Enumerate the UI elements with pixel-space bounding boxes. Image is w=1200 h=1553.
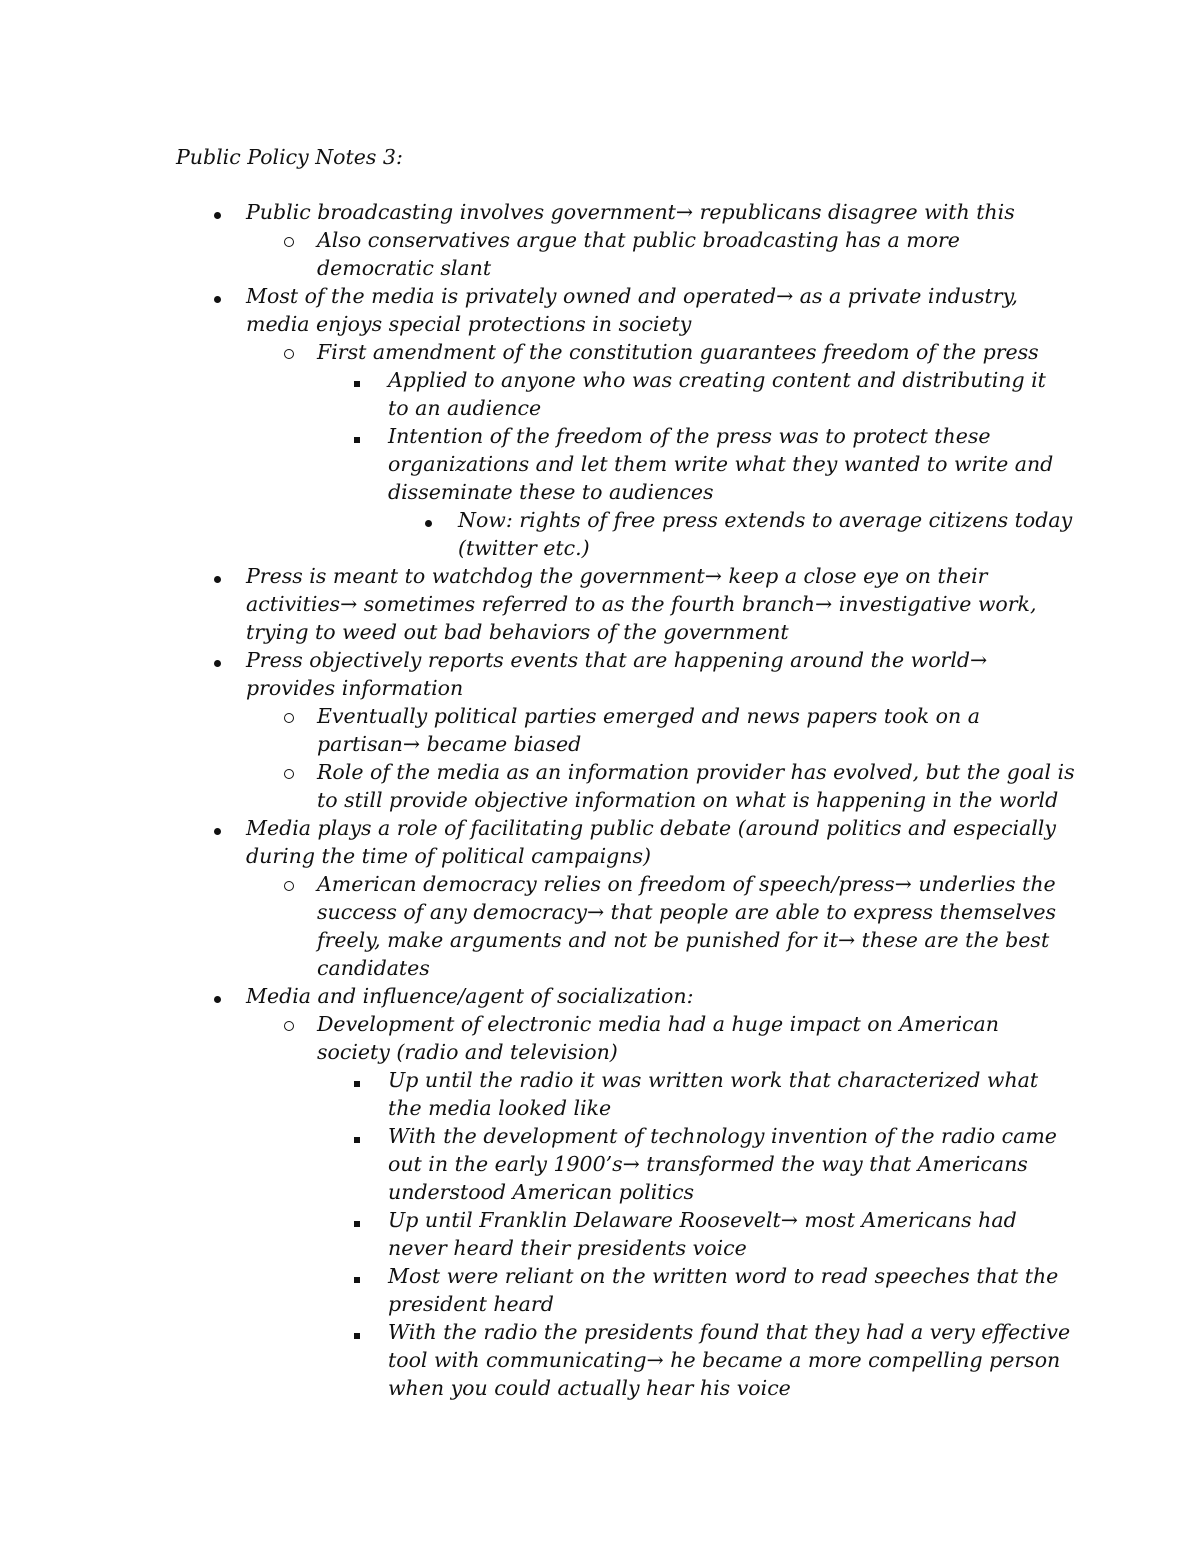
- hollow-circle-bullet-icon: [284, 226, 294, 254]
- list-item-text-line: activities→ sometimes referred to as the fourth branch→ investigative work,: [246, 592, 1037, 616]
- hollow-circle-bullet-icon: [284, 338, 294, 366]
- list-item: [317, 758, 1200, 814]
- list-item: [388, 1262, 1200, 1318]
- list-item-text-line: candidates: [317, 956, 430, 980]
- square-bullet-icon: [354, 1262, 360, 1290]
- list-item-text-line: success of any democracy→ that people are able to express themselves: [317, 900, 1057, 924]
- filled-circle-bullet-icon: [214, 982, 221, 1010]
- filled-circle-bullet-icon: [214, 814, 221, 842]
- filled-circle-bullet-icon: [214, 282, 221, 310]
- list-item-text-line: never heard their presidents voice: [388, 1236, 747, 1260]
- list-item: [317, 338, 1200, 366]
- square-bullet-icon: [354, 422, 360, 450]
- list-item-text-line: disseminate these to audiences: [388, 480, 714, 504]
- list-item: [246, 646, 1200, 702]
- filled-circle-bullet-icon: [214, 562, 221, 590]
- list-item-text-line: out in the early 1900’s→ transformed the way that Americans: [388, 1152, 1028, 1176]
- list-item-text-line: Up until the radio it was written work that characterized what: [388, 1068, 1039, 1092]
- list-item: [246, 982, 1200, 1010]
- list-item: [317, 226, 1200, 282]
- list-item-text-line: With the radio the presidents found that they had a very effective: [388, 1320, 1071, 1344]
- list-item: [246, 198, 1200, 226]
- list-item-text-line: society (radio and television): [317, 1040, 618, 1064]
- hollow-circle-bullet-icon: [284, 1010, 294, 1038]
- list-item-text-line: Eventually political parties emerged and news papers took on a: [317, 704, 980, 728]
- hollow-circle-bullet-icon: [284, 870, 294, 898]
- list-item: [246, 562, 1200, 646]
- list-item-text-line: trying to weed out bad behaviors of the government: [246, 620, 789, 644]
- list-item-text-line: Up until Franklin Delaware Roosevelt→ most Americans had: [388, 1208, 1017, 1232]
- list-item-text-line: freely, make arguments and not be punished for it→ these are the best: [317, 928, 1050, 952]
- square-bullet-icon: [354, 1206, 360, 1234]
- list-item: [317, 1010, 1200, 1066]
- list-item-text-line: to an audience: [388, 396, 542, 420]
- square-bullet-icon: [354, 1318, 360, 1346]
- list-item-text-line: Intention of the freedom of the press was to protect these: [388, 424, 991, 448]
- square-bullet-icon: [354, 1066, 360, 1094]
- hollow-circle-bullet-icon: [284, 702, 294, 730]
- list-item-text-line: American democracy relies on freedom of speech/press→ underlies the: [317, 872, 1056, 896]
- list-item-text-line: Public broadcasting involves government→ republicans disagree with this: [246, 200, 1015, 224]
- list-item-text-line: president heard: [388, 1292, 554, 1316]
- list-item-text-line: Media and influence/agent of socialization:: [246, 984, 694, 1008]
- list-item-text-line: First amendment of the constitution guarantees freedom of the press: [317, 340, 1039, 364]
- list-item: [388, 1122, 1200, 1206]
- filled-circle-bullet-icon: [425, 506, 432, 534]
- list-item-text-line: Applied to anyone who was creating content and distributing it: [388, 368, 1046, 392]
- list-item-text-line: Role of the media as an information provider has evolved, but the goal is: [317, 760, 1075, 784]
- list-item-text-line: Press is meant to watchdog the government→ keep a close eye on their: [246, 564, 988, 588]
- list-item: [317, 702, 1200, 758]
- hollow-circle-bullet-icon: [284, 758, 294, 786]
- filled-circle-bullet-icon: [214, 646, 221, 674]
- list-item-text-line: understood American politics: [388, 1180, 695, 1204]
- filled-circle-bullet-icon: [214, 198, 221, 226]
- list-item-text-line: media enjoys special protections in society: [246, 312, 692, 336]
- list-item: [246, 282, 1200, 338]
- list-item: [317, 870, 1200, 982]
- list-item-text-line: Also conservatives argue that public broadcasting has a more: [317, 228, 960, 252]
- list-item-text-line: partisan→ became biased: [317, 732, 582, 756]
- list-item: [388, 422, 1200, 506]
- list-item-text-line: when you could actually hear his voice: [388, 1376, 791, 1400]
- list-item-text-line: Development of electronic media had a huge impact on American: [317, 1012, 999, 1036]
- list-item-text-line: Most of the media is privately owned and operated→ as a private industry,: [246, 284, 1018, 308]
- square-bullet-icon: [354, 1122, 360, 1150]
- list-item-text-line: during the time of political campaigns): [246, 844, 651, 868]
- list-item-text-line: provides information: [246, 676, 464, 700]
- list-item-text-line: Now: rights of free press extends to average citizens today: [458, 508, 1073, 532]
- list-item-text-line: democratic slant: [317, 256, 492, 280]
- list-item-text-line: With the development of technology invention of the radio came: [388, 1124, 1057, 1148]
- list-item-text-line: organizations and let them write what they wanted to write and: [388, 452, 1054, 476]
- notes-list: [0, 198, 1200, 1402]
- list-item: [246, 814, 1200, 870]
- list-item-text-line: (twitter etc.): [458, 536, 590, 560]
- list-item-text-line: tool with communicating→ he became a more compelling person: [388, 1348, 1061, 1372]
- square-bullet-icon: [354, 366, 360, 394]
- list-item: [458, 506, 1200, 562]
- list-item-text-line: the media looked like: [388, 1096, 612, 1120]
- list-item: [388, 1318, 1200, 1402]
- page-title: Public Policy Notes 3:: [176, 145, 403, 169]
- list-item-text-line: Media plays a role of facilitating public debate (around politics and especially: [246, 816, 1056, 840]
- list-item-text-line: to still provide objective information on what is happening in the world: [317, 788, 1059, 812]
- list-item: [388, 1206, 1200, 1262]
- list-item-text-line: Most were reliant on the written word to read speeches that the: [388, 1264, 1059, 1288]
- list-item: [388, 1066, 1200, 1122]
- list-item: [388, 366, 1200, 422]
- list-item-text-line: Press objectively reports events that are happening around the world→: [246, 648, 988, 672]
